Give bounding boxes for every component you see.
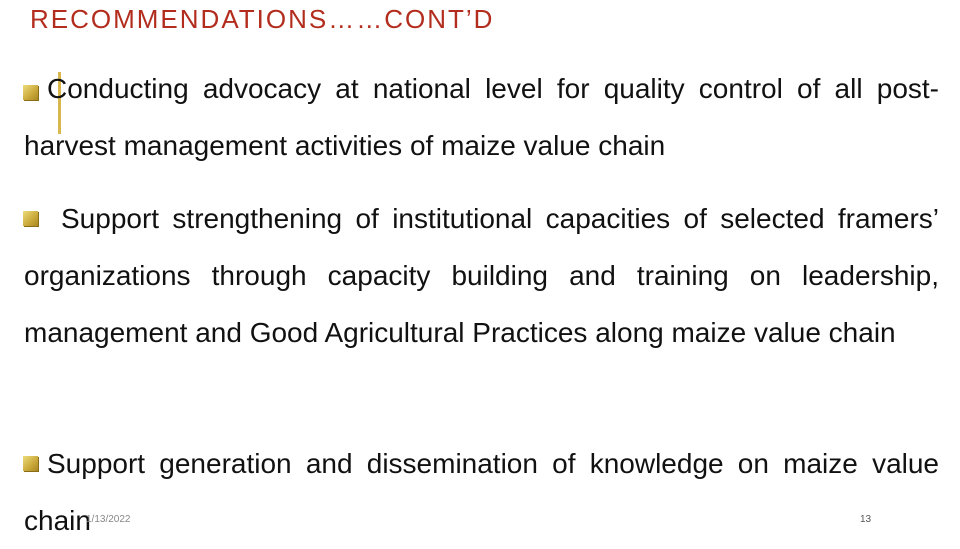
footer-date: 1/13/2022 <box>86 514 131 525</box>
slide-title: RECOMMENDATIONS……CONT’D <box>30 4 495 34</box>
bullet-text-institutional-capacities: Support strengthening of institutional capacities of selected framers’ organizations through capacity building and training on leadership, management and Good Agricultural Practices along maize value chain <box>24 203 939 348</box>
bullet-text-knowledge: Support generation and dissemination of knowledge on maize value chain <box>24 448 939 536</box>
bullet-text-quality-control: Conducting advocacy at national level for quality control of all post-harvest management activities of maize value chain <box>24 73 939 161</box>
page-number: 13 <box>860 514 872 525</box>
